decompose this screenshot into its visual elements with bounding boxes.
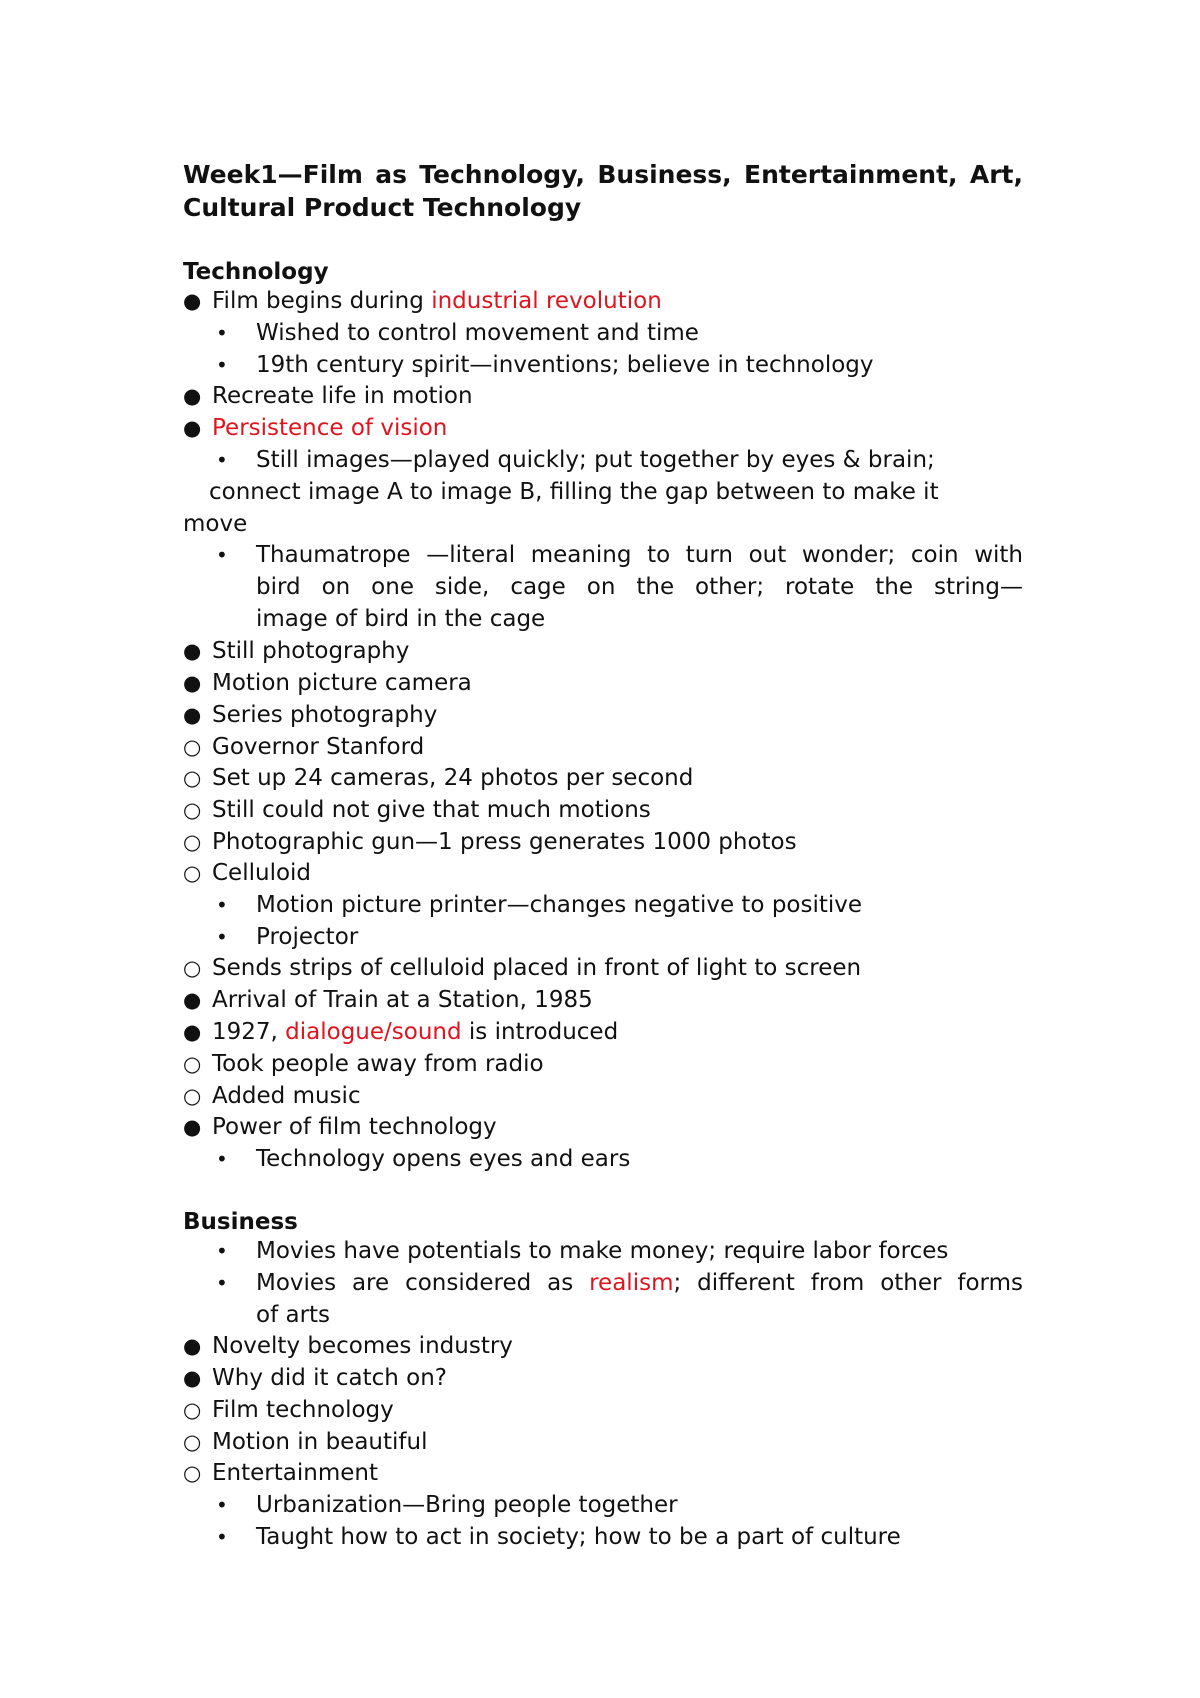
item-text: Power of film technology bbox=[212, 1114, 497, 1140]
item-text-continuation: connect image A to image B, filling the gap between to make it bbox=[209, 479, 939, 505]
item-text: Still could not give that much motions bbox=[212, 797, 651, 823]
highlighted-term: dialogue/sound bbox=[285, 1019, 462, 1045]
filled-bullet-icon: ● bbox=[183, 416, 202, 440]
item-text: Series photography bbox=[212, 702, 438, 728]
list-item bbox=[216, 350, 874, 381]
list-item bbox=[183, 381, 473, 412]
bullet-icon: • bbox=[216, 925, 228, 949]
item-text: Celluloid bbox=[212, 860, 312, 886]
item-text: Still photography bbox=[212, 638, 410, 664]
list-item bbox=[216, 445, 935, 476]
highlighted-term: Persistence of vision bbox=[212, 415, 448, 441]
item-text: Technology opens eyes and ears bbox=[256, 1146, 631, 1172]
filled-bullet-icon: ● bbox=[183, 1020, 202, 1044]
bullet-icon: • bbox=[216, 321, 228, 345]
item-text: Set up 24 cameras, 24 photos per second bbox=[212, 765, 694, 791]
highlighted-term: realism bbox=[589, 1270, 674, 1296]
hollow-bullet-icon: ○ bbox=[183, 1461, 202, 1485]
list-item bbox=[183, 668, 472, 699]
item-text: is introduced bbox=[461, 1019, 619, 1045]
item-text: Wished to control movement and time bbox=[256, 320, 699, 346]
list-item bbox=[183, 985, 593, 1016]
bullet-icon: • bbox=[216, 1147, 228, 1171]
item-text: Added music bbox=[212, 1083, 361, 1109]
list-item bbox=[216, 1268, 1023, 1299]
filled-bullet-icon: ● bbox=[183, 1334, 202, 1358]
hollow-bullet-icon: ○ bbox=[183, 1398, 202, 1422]
item-text-part: ; different from other forms bbox=[673, 1270, 1023, 1296]
list-item bbox=[183, 795, 651, 826]
bullet-icon: • bbox=[216, 1239, 228, 1263]
hollow-bullet-icon: ○ bbox=[183, 861, 202, 885]
item-text-continuation: image of bird in the cage bbox=[256, 606, 546, 632]
item-text: Sends strips of celluloid placed in front of light to screen bbox=[212, 955, 862, 981]
item-text: Governor Stanford bbox=[212, 734, 425, 760]
list-item bbox=[183, 636, 409, 667]
bullet-icon: • bbox=[216, 448, 228, 472]
filled-bullet-icon: ● bbox=[183, 384, 202, 408]
list-item bbox=[183, 732, 424, 763]
section-heading-technology: Technology bbox=[183, 259, 329, 285]
list-item bbox=[183, 413, 447, 444]
list-item bbox=[216, 318, 699, 349]
highlighted-term: industrial revolution bbox=[431, 288, 662, 314]
bullet-icon: • bbox=[216, 893, 228, 917]
item-text: Recreate life in motion bbox=[212, 383, 473, 409]
bullet-icon: • bbox=[216, 543, 228, 567]
item-text: Motion picture printer—changes negative to positive bbox=[256, 892, 863, 918]
hollow-bullet-icon: ○ bbox=[183, 830, 202, 854]
section-heading-business: Business bbox=[183, 1209, 298, 1235]
item-text: Motion in beautiful bbox=[212, 1429, 428, 1455]
bullet-icon: • bbox=[216, 1271, 228, 1295]
list-item bbox=[183, 1112, 497, 1143]
item-text-part: Movies are considered as bbox=[256, 1270, 590, 1296]
list-item bbox=[216, 540, 1023, 571]
item-text: Novelty becomes industry bbox=[212, 1333, 513, 1359]
list-item bbox=[183, 1363, 447, 1394]
list-item bbox=[183, 1331, 513, 1362]
item-text: 1927, bbox=[212, 1019, 286, 1045]
item-text: Motion picture camera bbox=[212, 670, 472, 696]
filled-bullet-icon: ● bbox=[183, 1366, 202, 1390]
item-text: Why did it catch on? bbox=[212, 1365, 448, 1391]
filled-bullet-icon: ● bbox=[183, 639, 202, 663]
filled-bullet-icon: ● bbox=[183, 703, 202, 727]
item-text: Still images—played quickly; put together by eyes & brain; bbox=[256, 447, 935, 473]
item-text: Arrival of Train at a Station, 1985 bbox=[212, 987, 593, 1013]
list-item bbox=[183, 1395, 394, 1426]
item-text-continuation: bird on one side, cage on the other; rotate the string— bbox=[256, 574, 1023, 600]
item-text: Projector bbox=[256, 924, 359, 950]
bullet-icon: • bbox=[216, 1493, 228, 1517]
list-item bbox=[183, 700, 437, 731]
list-item bbox=[183, 1017, 618, 1048]
item-text-continuation: move bbox=[183, 511, 248, 537]
hollow-bullet-icon: ○ bbox=[183, 1430, 202, 1454]
list-item bbox=[183, 827, 797, 858]
item-text: 19th century spirit—inventions; believe in technology bbox=[256, 352, 874, 378]
item-text: Film technology bbox=[212, 1397, 394, 1423]
bullet-icon: • bbox=[216, 1525, 228, 1549]
filled-bullet-icon: ● bbox=[183, 988, 202, 1012]
item-text: Movies have potentials to make money; require labor forces bbox=[256, 1238, 949, 1264]
hollow-bullet-icon: ○ bbox=[183, 798, 202, 822]
page-title: Week1—Film as Technology, Business, Entertainment, Art, Cultural Product Technology bbox=[183, 160, 1023, 222]
item-text: Photographic gun—1 press generates 1000 photos bbox=[212, 829, 797, 855]
list-item bbox=[216, 1236, 948, 1267]
item-text: Took people away from radio bbox=[212, 1051, 544, 1077]
list-item bbox=[183, 1049, 544, 1080]
list-item bbox=[183, 1427, 427, 1458]
filled-bullet-icon: ● bbox=[183, 1115, 202, 1139]
item-text: Thaumatrope —literal meaning to turn out wonder; coin with bbox=[256, 542, 1023, 568]
list-item bbox=[216, 922, 358, 953]
filled-bullet-icon: ● bbox=[183, 671, 202, 695]
item-text: Entertainment bbox=[212, 1460, 378, 1486]
list-item bbox=[183, 1458, 378, 1489]
item-text: Film begins during bbox=[212, 288, 432, 314]
list-item bbox=[183, 286, 662, 317]
list-item bbox=[216, 1490, 678, 1521]
list-item bbox=[216, 890, 862, 921]
list-item bbox=[216, 1144, 630, 1175]
list-item bbox=[216, 1522, 901, 1553]
hollow-bullet-icon: ○ bbox=[183, 735, 202, 759]
filled-bullet-icon: ● bbox=[183, 289, 202, 313]
hollow-bullet-icon: ○ bbox=[183, 956, 202, 980]
hollow-bullet-icon: ○ bbox=[183, 1084, 202, 1108]
list-item bbox=[183, 858, 311, 889]
hollow-bullet-icon: ○ bbox=[183, 766, 202, 790]
item-text: Urbanization—Bring people together bbox=[256, 1492, 678, 1518]
item-text bbox=[256, 1268, 1023, 1299]
list-item bbox=[183, 1081, 361, 1112]
item-text: Taught how to act in society; how to be a part of culture bbox=[256, 1524, 901, 1550]
hollow-bullet-icon: ○ bbox=[183, 1052, 202, 1076]
list-item bbox=[183, 763, 693, 794]
item-text-continuation: of arts bbox=[256, 1302, 331, 1328]
list-item bbox=[183, 953, 861, 984]
bullet-icon: • bbox=[216, 353, 228, 377]
